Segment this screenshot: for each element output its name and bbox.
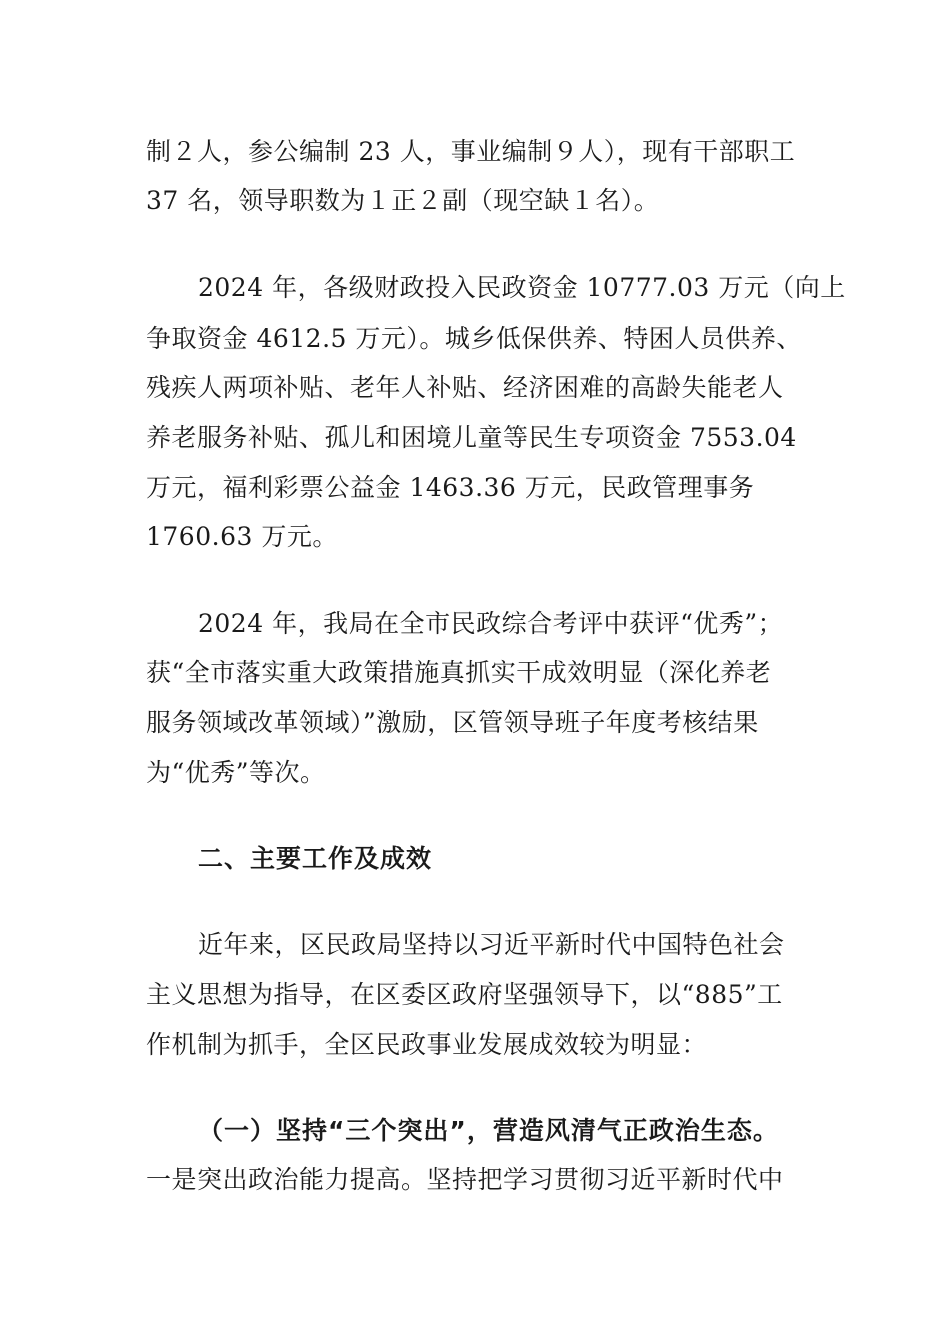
text-line: 主义思想为指导，在区委区政府坚强领导下，以“885”工 (146, 980, 783, 1009)
text-line: 获“全市落实重大政策措施真抓实干成效明显（深化养老 (146, 658, 772, 687)
text-line: 37 名，领导职数为１正２副（现空缺１名）。 (146, 186, 660, 215)
text-line: 一是突出政治能力提高。坚持把学习贯彻习近平新时代中 (146, 1165, 784, 1194)
text-line: 作机制为抓手，全区民政事业发展成效较为明显： (146, 1030, 708, 1059)
text-line: 养老服务补贴、孤儿和困境儿童等民生专项资金 7553.04 (146, 423, 797, 452)
subsection-heading: （一）坚持“三个突出”，营造风清气正政治生态。 (198, 1116, 779, 1145)
text-line: 服务领域改革领域）”激励，区管领导班子年度考核结果 (146, 708, 759, 737)
text-line: 2024 年，我局在全市民政综合考评中获评“优秀”； (198, 609, 784, 638)
text-line: 为“优秀”等次。 (146, 758, 326, 787)
text-line: 2024 年，各级财政投入民政资金 10777.03 万元（向上 (198, 273, 846, 302)
text-line: 万元，福利彩票公益金 1463.36 万元，民政管理事务 (146, 473, 755, 502)
section-heading: 二、主要工作及成效 (198, 844, 433, 873)
text-line: 近年来，区民政局坚持以习近平新时代中国特色社会 (198, 930, 785, 959)
text-line: 争取资金 4612.5 万元）。城乡低保供养、特困人员供养、 (146, 324, 802, 353)
text-line: 1760.63 万元。 (146, 522, 338, 551)
text-line: 残疾人两项补贴、老年人补贴、经济困难的高龄失能老人 (146, 373, 784, 402)
text-line: 制２人，参公编制 23 人，事业编制９人），现有干部职工 (146, 137, 796, 166)
